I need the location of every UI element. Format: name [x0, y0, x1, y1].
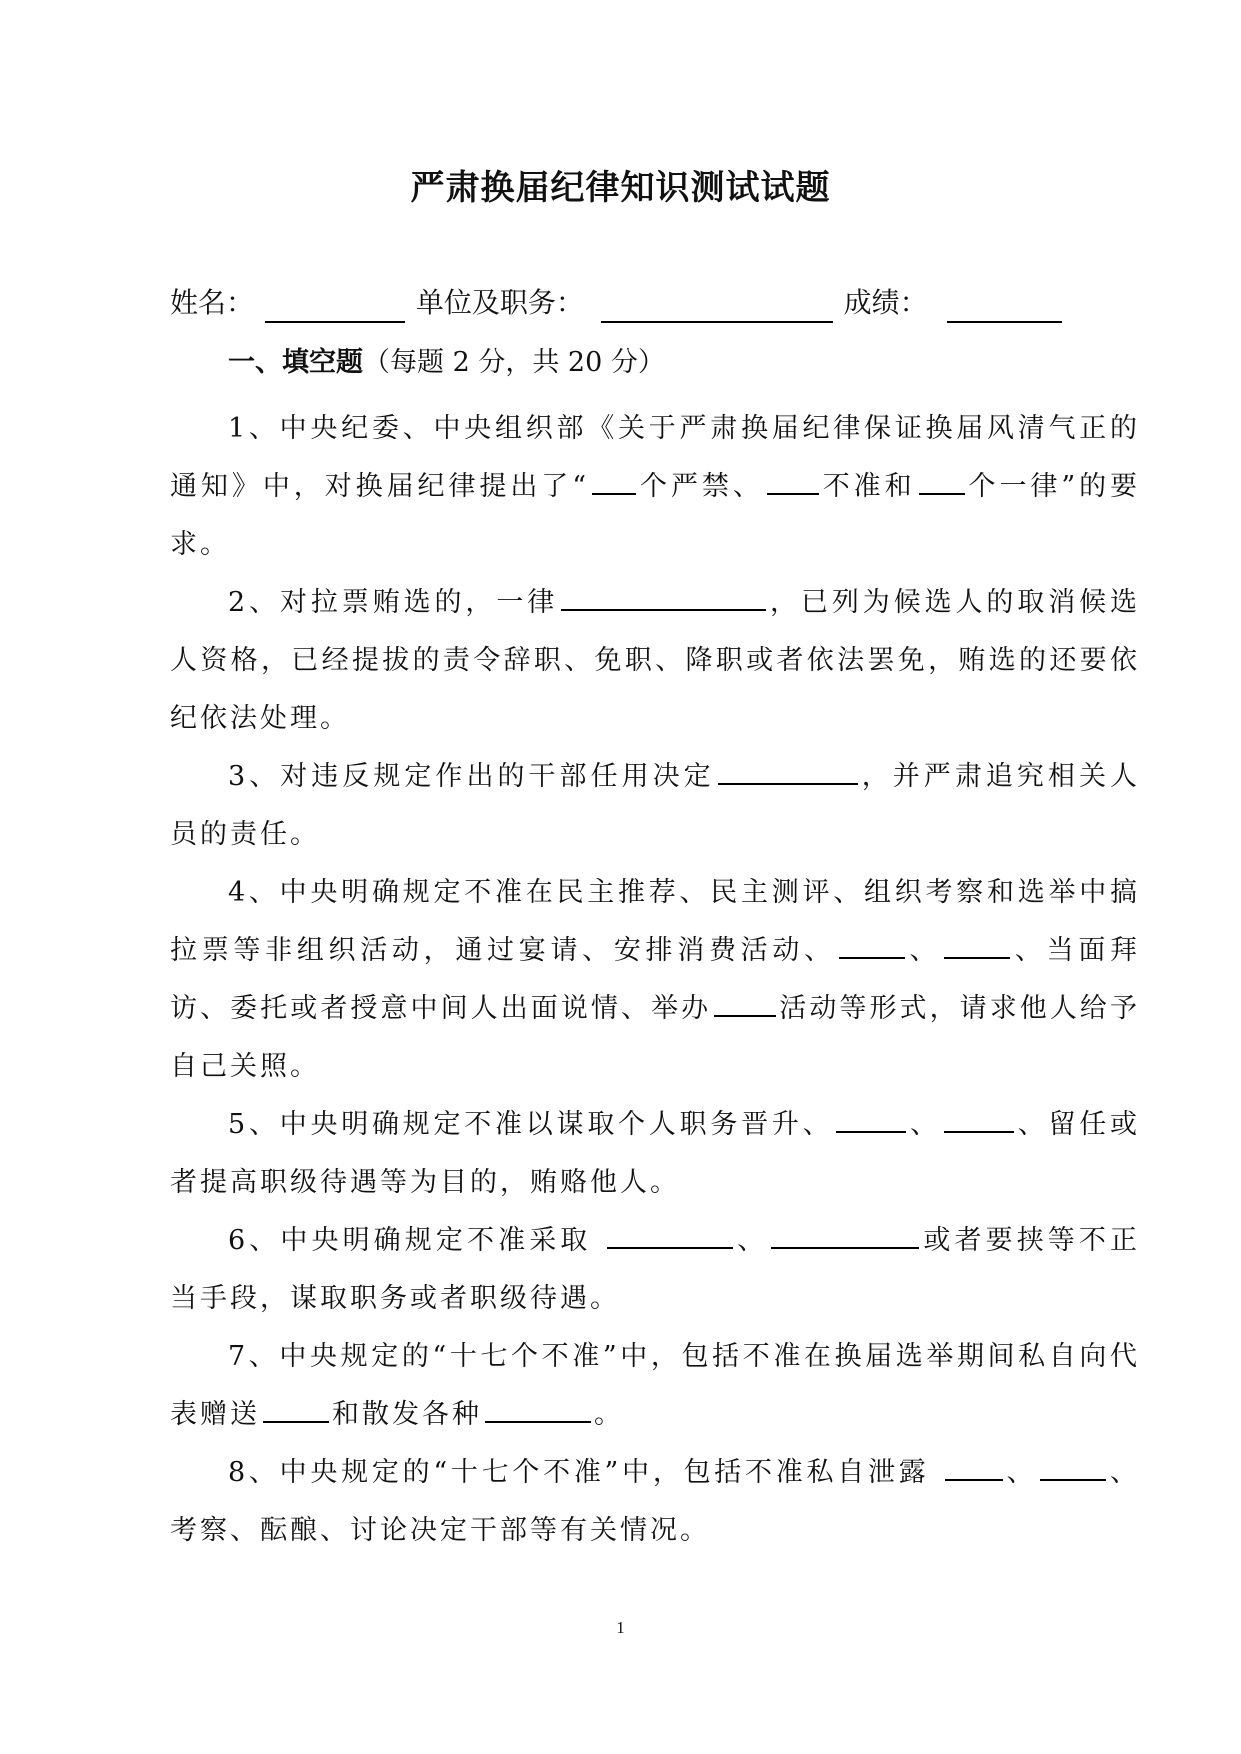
question-6 [170, 1212, 1140, 1328]
question-text: 1、中央纪委、中央组织部《关于严肃换届纪律保证换届风清气正的通知》中，对换届纪律提出了“ [170, 413, 1140, 502]
fill-blank[interactable] [839, 933, 905, 959]
fill-blank[interactable] [945, 1455, 1003, 1481]
section-heading: 一、填空题 [228, 347, 363, 378]
question-3 [170, 748, 1140, 864]
question-text: 、留任或者提高职级待遇等为目的，贿赂他人。 [170, 1109, 1141, 1198]
fill-blank[interactable] [944, 1107, 1014, 1133]
fill-blank[interactable] [714, 991, 776, 1017]
question-text: 、 [907, 935, 942, 966]
student-info-row [170, 283, 1130, 323]
question-text: 5、中央明确规定不准以谋取个人职务晋升、 [228, 1109, 834, 1140]
question-text: 个一律”的要求。 [170, 471, 1141, 560]
question-2 [170, 574, 1140, 748]
question-5 [170, 1096, 1140, 1212]
question-4 [170, 864, 1140, 1096]
question-text: 、当面拜访、委托或者授意中间人出面说情、举办 [170, 935, 1141, 1024]
fill-blank[interactable] [1040, 1455, 1106, 1481]
name-field[interactable] [265, 291, 405, 323]
question-7 [170, 1328, 1140, 1444]
question-text: 3、对违反规定作出的干部任用决定 [228, 761, 715, 792]
question-text: 。 [594, 1399, 624, 1430]
question-text: 7、中央规定的“十七个不准”中，包括不准在换届选举期间私自向代表赠送 [170, 1341, 1140, 1430]
fill-blank[interactable] [771, 1223, 919, 1249]
question-text: 和散发各种 [332, 1399, 482, 1430]
question-text: 、 [736, 1225, 769, 1256]
fill-blank[interactable] [767, 469, 819, 495]
fill-blank[interactable] [263, 1397, 329, 1423]
score-label: 成绩： [843, 286, 928, 319]
section-note: （每题 2 分，共 20 分） [363, 347, 665, 378]
question-text: 8、中央规定的“十七个不准”中，包括不准私自泄露 [228, 1457, 942, 1488]
fill-blank[interactable] [944, 933, 1010, 959]
question-list [170, 400, 1140, 1560]
fill-blank[interactable] [561, 585, 766, 611]
unit-label: 单位及职务： [415, 286, 584, 319]
question-text: 不准和 [821, 471, 916, 502]
score-field[interactable] [947, 291, 1062, 323]
fill-blank[interactable] [607, 1223, 733, 1249]
page-title: 严肃换届纪律知识测试试题 [410, 168, 831, 208]
question-8 [170, 1444, 1140, 1560]
unit-field[interactable] [601, 291, 833, 323]
question-text: 或者要挟等不正当手段，谋取职务或者职级待遇。 [170, 1225, 1141, 1314]
fill-blank[interactable] [919, 469, 965, 495]
fill-blank[interactable] [718, 759, 858, 785]
fill-blank[interactable] [592, 469, 636, 495]
question-1 [170, 400, 1140, 574]
question-text: 活动等形式，请求他人给予自己关照。 [170, 993, 1141, 1082]
page-number: 1 [616, 1618, 625, 1637]
question-text: 、 [909, 1109, 941, 1140]
fill-blank[interactable] [836, 1107, 906, 1133]
question-text: 2、对拉票贿选的，一律 [228, 587, 559, 618]
fill-blank[interactable] [485, 1397, 591, 1423]
question-text: 4、中央明确规定不准在民主推荐、民主测评、组织考察和选举中搞拉票等非组织活动，通过宴请、安排消费活动、 [170, 877, 1140, 966]
section-header [228, 343, 665, 383]
question-text: ，已列为候选人的取消候选人资格，已经提拔的责令辞职、免职、降职或者依法罢免，贿选的还要依纪依法处理。 [170, 587, 1140, 734]
question-text: 6、中央明确规定不准采取 [228, 1225, 605, 1256]
question-text: 个严禁、 [639, 471, 764, 502]
question-text: 、 [1005, 1457, 1038, 1488]
name-label: 姓名： [170, 286, 255, 319]
question-text: ，并严肃追究相关人员的责任。 [170, 761, 1140, 850]
question-text: 、考察、酝酿、讨论决定干部等有关情况。 [170, 1457, 1141, 1546]
